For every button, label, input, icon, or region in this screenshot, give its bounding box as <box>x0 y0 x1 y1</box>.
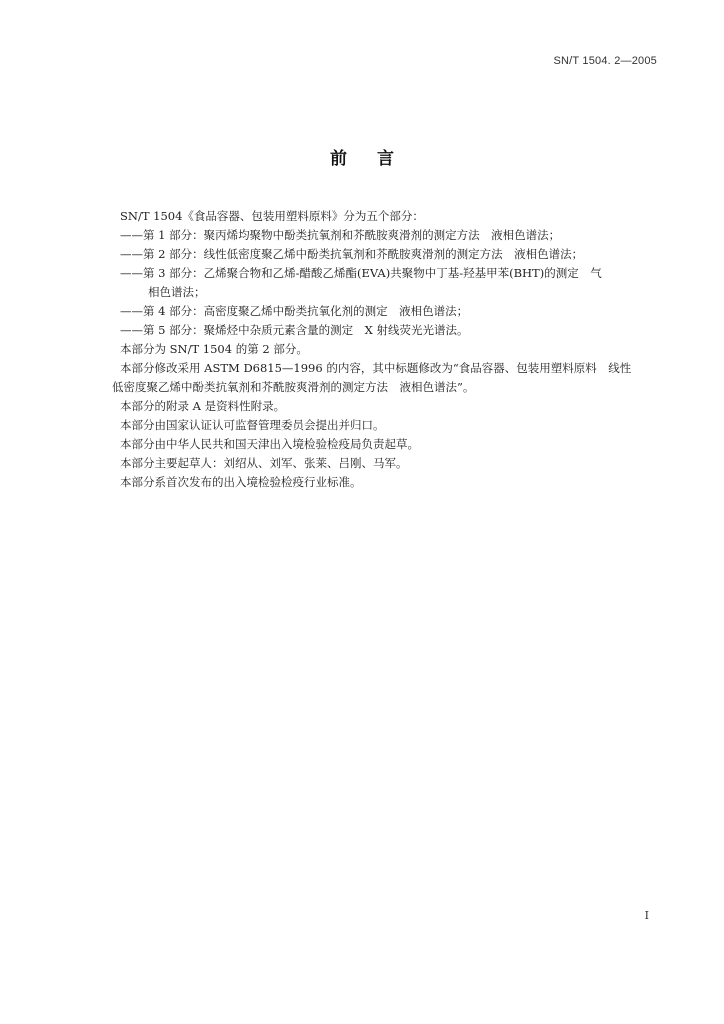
part-item-1: ——第 1 部分：聚丙烯均聚物中酚类抗氧剂和芥酰胺爽滑剂的测定方法 液相色谱法； <box>120 228 561 242</box>
foreword-body <box>112 207 662 492</box>
standard-code: SN/T 1504. 2—2005 <box>553 55 657 67</box>
this-part-paragraph: 本部分为 SN/T 1504 的第 2 部分。 <box>120 342 308 356</box>
proposed-by-paragraph: 本部分由国家认证认可监督管理委员会提出并归口。 <box>120 418 385 432</box>
part-item-5: ——第 5 部分：聚烯烃中杂质元素含量的测定 X 射线荧光光谱法。 <box>120 323 469 337</box>
part-item-3-continuation: 相色谱法； <box>148 285 206 299</box>
page-number: I <box>644 909 649 922</box>
modification-paragraph: 本部分修改采用 ASTM D6815—1996 的内容，其中标题修改为“食品容器、包装用塑料原料 线性 <box>120 361 632 375</box>
intro-paragraph: SN/T 1504《食品容器、包装用塑料原料》分为五个部分： <box>120 209 424 223</box>
first-issue-paragraph: 本部分系首次发布的出入境检验检疫行业标准。 <box>120 475 362 489</box>
page-title: 前言 <box>330 149 424 169</box>
part-item-4: ——第 4 部分：高密度聚乙烯中酚类抗氧化剂的测定 液相色谱法； <box>120 304 469 318</box>
part-item-3: ——第 3 部分：乙烯聚合物和乙烯-醋酸乙烯酯(EVA)共聚物中丁基-羟基甲苯(BHT)的测定 气 <box>120 266 602 280</box>
drafted-by-paragraph: 本部分由中华人民共和国天津出入境检验检疫局负责起草。 <box>120 437 419 451</box>
annex-paragraph: 本部分的附录 A 是资料性附录。 <box>120 399 286 413</box>
modification-paragraph-continuation: 低密度聚乙烯中酚类抗氧剂和芥酰胺爽滑剂的测定方法 液相色谱法”。 <box>112 380 475 394</box>
drafters-paragraph: 本部分主要起草人：刘绍从、刘军、张莱、吕刚、马军。 <box>120 456 408 470</box>
part-item-2: ——第 2 部分：线性低密度聚乙烯中酚类抗氧剂和芥酰胺爽滑剂的测定方法 液相色谱法； <box>120 247 584 261</box>
